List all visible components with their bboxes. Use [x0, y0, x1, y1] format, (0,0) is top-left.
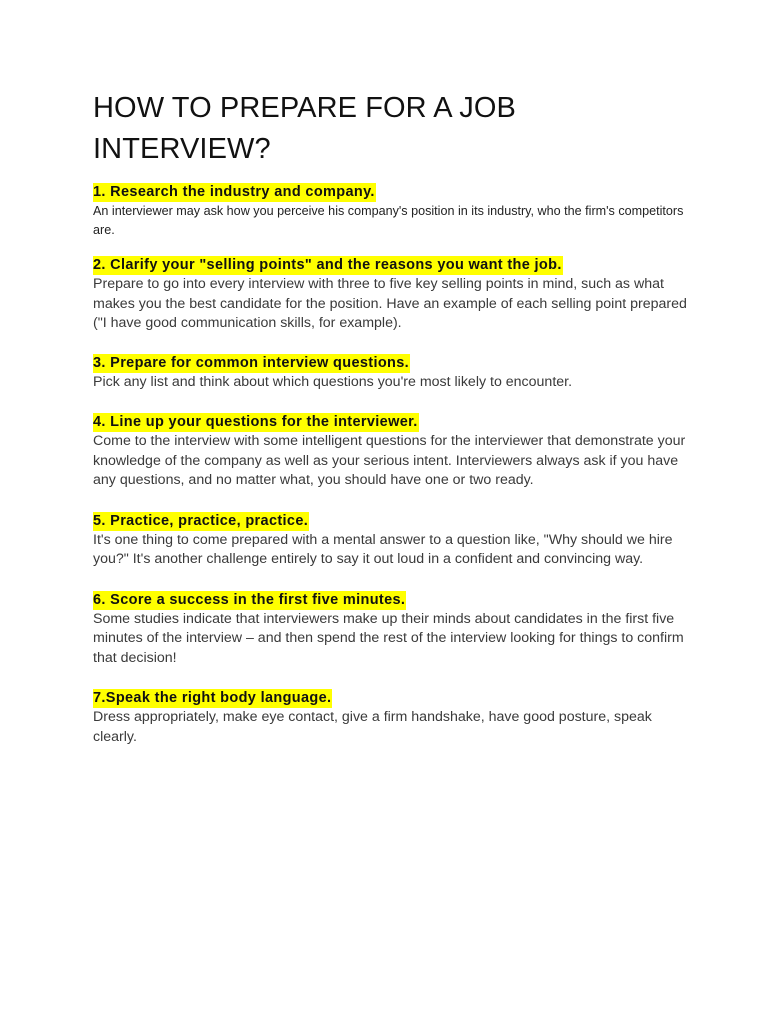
section-body-language: [93, 689, 693, 747]
section-practice: [93, 512, 693, 570]
section-body: Pick any list and think about which questions you're most likely to encounter.: [93, 373, 573, 390]
document-page: [93, 88, 693, 747]
section-your-questions: [93, 413, 693, 491]
section-heading: 6. Score a success in the first five minutes.: [93, 591, 406, 608]
section-heading: 4. Line up your questions for the interviewer.: [93, 414, 418, 430]
section-body: Prepare to go into every interview with three to five key selling points in mind, such as what makes you the best candidate for the position. Have an example of each selling point prepared ("I have good communication skills, for example).: [93, 276, 687, 331]
section-first-five-minutes: [93, 591, 693, 669]
section-body: Dress appropriately, make eye contact, give a firm handshake, have good posture, speak clearly.: [93, 709, 652, 745]
page-title: HOW TO PREPARE FOR A JOB INTERVIEW?: [93, 92, 516, 165]
section-heading: 2. Clarify your "selling points" and the reasons you want the job.: [93, 257, 562, 273]
section-selling-points: [93, 256, 693, 334]
section-body: It's one thing to come prepared with a mental answer to a question like, "Why should we hire you?" It's another challenge entirely to say it out loud in a confident and convincing way.: [93, 531, 673, 567]
section-research: [93, 183, 693, 240]
section-body: An interviewer may ask how you perceive his company's position in its industry, who the firm's competitors are.: [93, 204, 684, 237]
section-heading: 1. Research the industry and company.: [93, 184, 375, 200]
section-heading: 3. Prepare for common interview questions.: [93, 354, 410, 371]
section-common-questions: [93, 354, 693, 393]
section-body: Some studies indicate that interviewers make up their minds about candidates in the first five minutes of the interview – and then spend the rest of the interview looking for things to confirm that decision!: [93, 610, 684, 666]
section-heading: 7.Speak the right body language.: [93, 690, 332, 706]
section-body: Come to the interview with some intelligent questions for the interviewer that demonstrate your knowledge of the company as well as your serious intent. Interviewers always ask if you have any questions, and no matter what, you should have one or two ready.: [93, 433, 686, 488]
section-heading: 5. Practice, practice, practice.: [93, 512, 309, 529]
